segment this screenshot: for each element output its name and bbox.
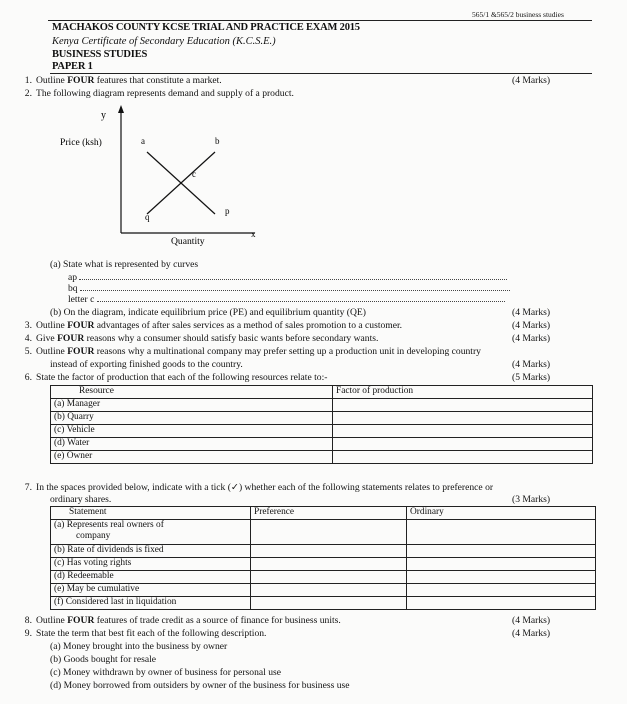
tick-cell[interactable] bbox=[407, 520, 596, 545]
exam-subtitle: Kenya Certificate of Secondary Education (K.C.S.E.) bbox=[52, 36, 276, 47]
table-row: (a) Manager bbox=[51, 399, 593, 412]
letter-c-answer: letter c bbox=[68, 293, 505, 305]
subject-title: BUSINESS STUDIES bbox=[52, 49, 148, 60]
quantity-label: Quantity bbox=[171, 236, 205, 247]
q9-item-b: (b) Goods bought for resale bbox=[50, 654, 157, 665]
q5-line2: instead of exporting finished goods to the country. bbox=[50, 359, 243, 370]
exam-title: MACHAKOS COUNTY KCSE TRIAL AND PRACTICE EXAM 2015 bbox=[52, 22, 360, 33]
answer-line-bq[interactable] bbox=[80, 282, 510, 291]
x-label: x bbox=[251, 229, 256, 239]
header-statement: Statement bbox=[51, 507, 251, 520]
table-row: (e) May be cumulative bbox=[51, 584, 596, 597]
tick-cell[interactable] bbox=[407, 545, 596, 558]
table-row: (d) Water bbox=[51, 438, 593, 451]
q1-marks: (4 Marks) bbox=[512, 75, 551, 86]
q8-marks: (4 Marks) bbox=[512, 615, 551, 626]
y-label: y bbox=[101, 110, 106, 121]
shares-table bbox=[50, 506, 596, 610]
header-preference: Preference bbox=[251, 507, 407, 520]
curve-ap-answer: ap bbox=[68, 271, 507, 283]
table-row: (f) Considered last in liquidation bbox=[51, 597, 596, 610]
label-b: b bbox=[215, 136, 220, 146]
tick-cell[interactable] bbox=[407, 584, 596, 597]
q2b-marks: (4 Marks) bbox=[512, 307, 551, 318]
table-row: (d) Redeemable bbox=[51, 571, 596, 584]
y-axis-arrow bbox=[118, 105, 124, 113]
tick-cell[interactable] bbox=[251, 584, 407, 597]
tick-cell[interactable] bbox=[251, 597, 407, 610]
q5-marks: (4 Marks) bbox=[512, 359, 551, 370]
paper-title: PAPER 1 bbox=[52, 61, 93, 72]
table-row: (b) Quarry bbox=[51, 412, 593, 425]
q9-item-a: (a) Money brought into the business by owner bbox=[50, 641, 228, 652]
answer-cell[interactable] bbox=[333, 425, 593, 438]
q2-part-b: (b) On the diagram, indicate equilibrium price (PE) and equilibrium quantity (QE) bbox=[50, 307, 366, 318]
tick-cell[interactable] bbox=[251, 520, 407, 545]
q9-marks: (4 Marks) bbox=[512, 628, 551, 639]
table-header-row bbox=[51, 386, 593, 399]
table-row: (a) Represents real owners of company bbox=[51, 520, 596, 545]
question-3: 3. Outline FOUR advantages of after sales services as a method of sales promotion to a customer. bbox=[24, 320, 403, 331]
header-factor: Factor of production bbox=[333, 386, 593, 399]
question-4: 4. Give FOUR reasons why a consumer should satisfy basic wants before secondary wants. bbox=[24, 333, 379, 344]
answer-line-c[interactable] bbox=[97, 293, 505, 302]
q1-number: 1. bbox=[24, 75, 32, 86]
tick-cell[interactable] bbox=[407, 558, 596, 571]
q9-item-c: (c) Money withdrawn by owner of business for personal use bbox=[50, 667, 281, 678]
q2-part-a: (a) State what is represented by curves bbox=[50, 259, 199, 270]
label-p: p bbox=[225, 206, 230, 216]
paper-code: 565/1 &565/2 business studies bbox=[472, 10, 564, 19]
table-header-row bbox=[51, 507, 596, 520]
q7-marks: (3 Marks) bbox=[512, 494, 551, 505]
price-label: Price (ksh) bbox=[60, 137, 102, 148]
answer-line-ap[interactable] bbox=[79, 271, 507, 280]
answer-cell[interactable] bbox=[333, 451, 593, 464]
question-9: 9. State the term that best fit each of the following description. bbox=[24, 628, 267, 639]
factors-table bbox=[50, 385, 593, 464]
q7-line2: ordinary shares. bbox=[50, 494, 112, 505]
curve-bq-answer: bq bbox=[68, 282, 510, 294]
question-7: 7. In the spaces provided below, indicate with a tick (✓) whether each of the following statements relates to preference or bbox=[24, 482, 494, 493]
question-5: 5. Outline FOUR reasons why a multinational company may prefer setting up a production unit in developing country bbox=[24, 346, 481, 357]
table-row: (b) Rate of dividends is fixed bbox=[51, 545, 596, 558]
question-2: 2. The following diagram represents demand and supply of a product. bbox=[24, 88, 294, 99]
tick-cell[interactable] bbox=[407, 571, 596, 584]
tick-cell[interactable] bbox=[251, 571, 407, 584]
table-row: (c) Has voting rights bbox=[51, 558, 596, 571]
header-resource: Resource bbox=[51, 386, 333, 399]
demand-supply-diagram bbox=[55, 100, 275, 250]
table-row: (e) Owner bbox=[51, 451, 593, 464]
q4-marks: (4 Marks) bbox=[512, 333, 551, 344]
tick-cell[interactable] bbox=[251, 558, 407, 571]
top-rule bbox=[48, 20, 592, 21]
label-c: c bbox=[192, 169, 196, 179]
q6-marks: (5 Marks) bbox=[512, 372, 551, 383]
header-rule bbox=[50, 73, 592, 74]
label-q: q bbox=[145, 212, 150, 222]
table-row: (c) Vehicle bbox=[51, 425, 593, 438]
q9-item-d: (d) Money borrowed from outsiders by owner of the business for business use bbox=[50, 680, 350, 691]
answer-cell[interactable] bbox=[333, 438, 593, 451]
header-ordinary: Ordinary bbox=[407, 507, 596, 520]
answer-cell[interactable] bbox=[333, 412, 593, 425]
question-8: 8. Outline FOUR features of trade credit as a source of finance for business units. bbox=[24, 615, 341, 626]
question-1: 1. Outline FOUR features that constitute a market. bbox=[14, 75, 222, 86]
tick-cell[interactable] bbox=[251, 545, 407, 558]
answer-cell[interactable] bbox=[333, 399, 593, 412]
label-a: a bbox=[141, 136, 145, 146]
question-6: 6. State the factor of production that each of the following resources relate to:- bbox=[24, 372, 328, 383]
q3-marks: (4 Marks) bbox=[512, 320, 551, 331]
tick-cell[interactable] bbox=[407, 597, 596, 610]
